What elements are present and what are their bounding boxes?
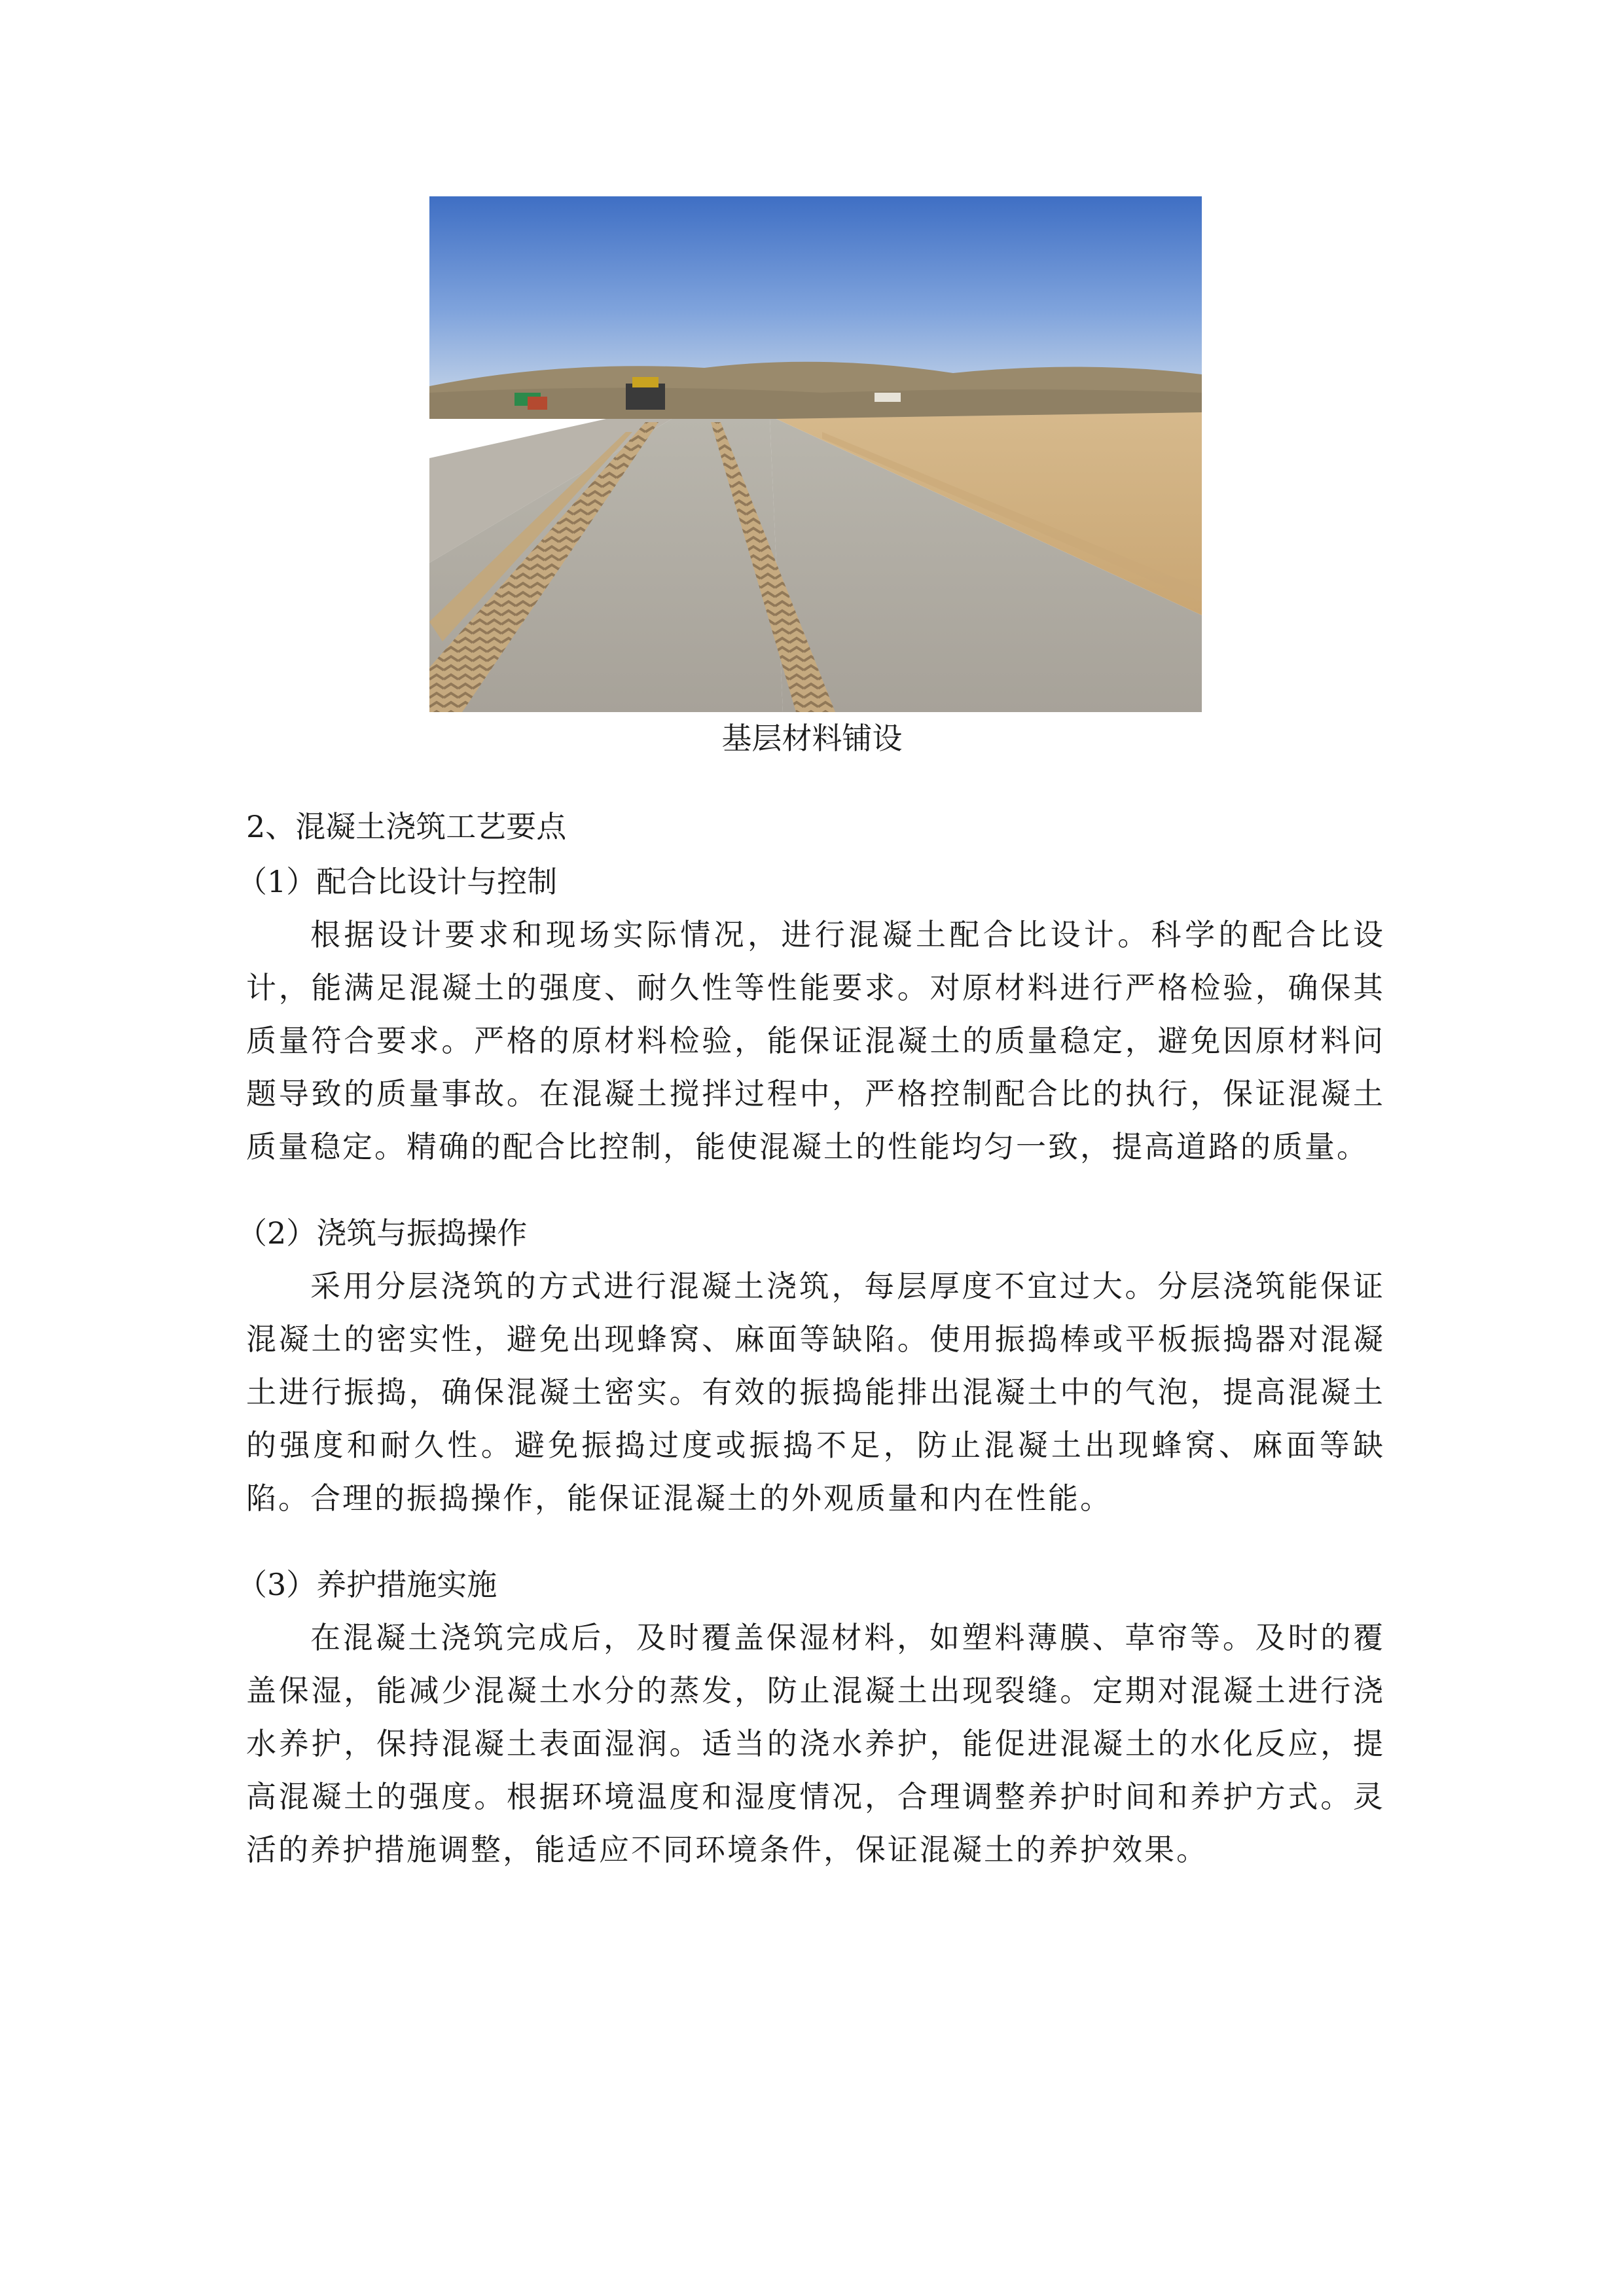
- subsection-title-2: （2）浇筑与振捣操作: [237, 1215, 528, 1251]
- subsection-body-3: 在混凝土浇筑完成后，及时覆盖保湿材料，如塑料薄膜、草帘等。及时的覆盖保湿，能减少混凝土水分的蒸发，防止混凝土出现裂缝。定期对混凝土进行浇水养护，保持混凝土表面湿润。适当的浇水养护，能促进混凝土的水化反应，提高混凝土的强度。根据环境温度和湿度情况，合理调整养护时间和养护方式。灵活的养护措施调整，能适应不同环境条件，保证混凝土的养护效果。: [246, 1620, 1385, 1867]
- figure-caption: 基层材料铺设: [721, 721, 903, 756]
- road-base-paving-photo-icon: [429, 196, 1202, 712]
- subsection-title-3: （3）养护措施实施: [237, 1567, 497, 1602]
- road-base-photo: [429, 196, 1202, 712]
- subsection-body-1: 根据设计要求和现场实际情况，进行混凝土配合比设计。科学的配合比设计，能满足混凝土的强度、耐久性等性能要求。对原材料进行严格检验，确保其质量符合要求。严格的原材料检验，能保证混凝土的质量稳定，避免因原材料问题导致的质量事故。在混凝土搅拌过程中，严格控制配合比的执行，保证混凝土质量稳定。精确的配合比控制，能使混凝土的性能均匀一致，提高道路的质量。: [246, 917, 1385, 1164]
- subsection-body-2: 采用分层浇筑的方式进行混凝土浇筑，每层厚度不宜过大。分层浇筑能保证混凝土的密实性，避免出现蜂窝、麻面等缺陷。使用振捣棒或平板振捣器对混凝土进行振捣，确保混凝土密实。有效的振捣能排出混凝土中的气泡，提高混凝土的强度和耐久性。避免振捣过度或振捣不足，防止混凝土出现蜂窝、麻面等缺陷。合理的振捣操作，能保证混凝土的外观质量和内在性能。: [246, 1268, 1385, 1516]
- subsection-title-1: （1）配合比设计与控制: [237, 864, 558, 899]
- document-body: [237, 805, 1385, 1876]
- section-title: 2、混凝土浇筑工艺要点: [246, 809, 567, 844]
